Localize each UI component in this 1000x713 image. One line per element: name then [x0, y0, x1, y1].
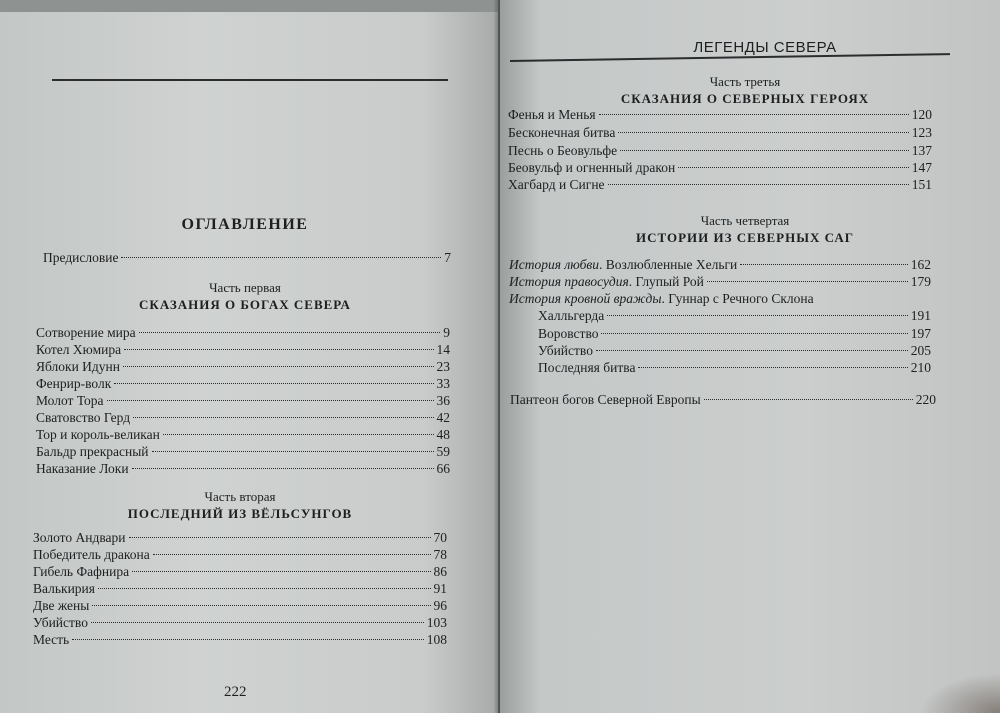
entry-subtitle: . Гуннар с Речного Склона	[661, 291, 814, 306]
dot-leader	[601, 333, 907, 334]
entry-label: Валькирия	[33, 581, 95, 596]
header-rule	[52, 79, 448, 81]
entry-category: История любви	[509, 257, 600, 272]
entry-label: Наказание Локи	[36, 461, 129, 476]
dot-leader	[152, 451, 434, 452]
entry-label: Тор и король-великан	[36, 427, 160, 442]
toc-entry	[508, 159, 932, 177]
entry-page: 78	[433, 547, 447, 562]
entry-page: 42	[436, 410, 450, 425]
entry-label: Сотворение мира	[36, 325, 136, 340]
entry-page: 205	[910, 343, 931, 358]
part-heading	[60, 280, 430, 314]
dot-leader	[132, 571, 430, 572]
toc-entry	[36, 341, 450, 359]
finger-shadow	[920, 673, 1000, 713]
entry-page: 33	[436, 376, 450, 391]
part-title: СКАЗАНИЯ О БОГАХ СЕВЕРА	[139, 297, 351, 312]
entry-page: 103	[426, 615, 447, 630]
toc-entry	[509, 273, 931, 291]
entry-page: 70	[433, 530, 447, 545]
toc-entry	[538, 307, 931, 325]
entry-page: 137	[911, 143, 932, 158]
toc-entry	[33, 614, 447, 632]
toc-title: ОГЛАВЛЕНИЕ	[181, 216, 309, 233]
dot-leader	[114, 383, 433, 384]
entry-page: 120	[911, 107, 932, 122]
entry-label	[509, 273, 704, 291]
entry-label: Последняя битва	[538, 360, 636, 375]
entry-label: Воровство	[538, 326, 599, 341]
toc-entry	[508, 142, 932, 160]
toc-entry-pantheon	[510, 391, 936, 409]
toc-entry	[36, 324, 450, 342]
toc-entry	[508, 124, 932, 142]
page-top-edge	[0, 0, 498, 12]
entry-page: 162	[910, 257, 931, 272]
entry-category: История правосудия	[509, 274, 629, 289]
entry-page: 23	[436, 359, 450, 374]
entry-label: Две жены	[33, 598, 90, 613]
entry-page: 7	[444, 250, 451, 265]
dot-leader	[618, 132, 908, 133]
toc-entry	[36, 443, 450, 461]
entry-label: Сватовство Герд	[36, 410, 131, 425]
entry-label: Бальдр прекрасный	[36, 444, 149, 459]
toc-entry	[36, 392, 450, 410]
right-page	[500, 0, 1000, 713]
toc-entry	[33, 631, 447, 649]
part-heading	[560, 74, 930, 108]
entry-page: 151	[911, 177, 932, 192]
dot-leader	[124, 349, 433, 350]
dot-leader	[123, 366, 434, 367]
toc-entry	[36, 426, 450, 444]
entry-page: 197	[910, 326, 931, 341]
entry-label	[509, 290, 814, 308]
toc-entry	[36, 460, 450, 478]
entry-page: 14	[436, 342, 450, 357]
page-number: 222	[224, 684, 247, 700]
entry-label: Предисловие	[43, 250, 119, 265]
entry-label: Золото Андвари	[33, 530, 126, 545]
entry-label: Халльгерда	[538, 308, 605, 323]
toc-entry	[538, 342, 931, 360]
entry-page: 191	[910, 308, 931, 323]
dot-leader	[704, 399, 913, 400]
entry-label: Гибель Фафнира	[33, 564, 130, 579]
dot-leader	[139, 332, 441, 333]
dot-leader	[72, 639, 424, 640]
toc-entry	[36, 409, 450, 427]
running-head: ЛЕГЕНДЫ СЕВЕРА	[693, 39, 837, 56]
entry-page: 91	[433, 581, 447, 596]
dot-leader	[620, 150, 909, 151]
entry-page: 66	[436, 461, 450, 476]
entry-page: 96	[433, 598, 447, 613]
dot-leader	[163, 434, 434, 435]
toc-entry	[509, 256, 931, 274]
entry-page: 147	[911, 160, 932, 175]
entry-label: Молот Тора	[36, 393, 104, 408]
entry-label: Убийство	[33, 615, 88, 630]
entry-label: Бесконечная битва	[508, 125, 616, 140]
dot-leader	[92, 605, 430, 606]
entry-label: Пантеон богов Северной Европы	[510, 392, 701, 407]
entry-page: 9	[443, 325, 450, 340]
left-page	[0, 0, 498, 713]
entry-page: 59	[436, 444, 450, 459]
entry-subtitle: . Глупый Рой	[628, 274, 704, 289]
dot-leader	[599, 114, 909, 115]
entry-label: Месть	[33, 632, 70, 647]
dot-leader	[678, 167, 908, 168]
dot-leader	[133, 417, 433, 418]
dot-leader	[132, 468, 434, 469]
dot-leader	[121, 257, 441, 258]
toc-entry	[538, 325, 931, 343]
toc-entry	[36, 358, 450, 376]
part-number: Часть вторая	[204, 489, 276, 504]
toc-entry	[36, 375, 450, 393]
toc-entry	[33, 529, 447, 547]
entry-label: Хагбард и Сигне	[508, 177, 605, 192]
dot-leader	[638, 367, 907, 368]
entry-page: 86	[433, 564, 447, 579]
toc-entry	[33, 580, 447, 598]
toc-entry-heading	[509, 290, 931, 308]
toc-entry	[33, 546, 447, 564]
part-number: Часть четвертая	[700, 213, 790, 228]
toc-entry-preface	[43, 249, 451, 267]
dot-leader	[91, 622, 424, 623]
entry-label: Победитель дракона	[33, 547, 150, 562]
entry-label: Котел Хюмира	[36, 342, 122, 357]
part-heading	[55, 489, 425, 523]
dot-leader	[740, 264, 908, 265]
dot-leader	[153, 554, 431, 555]
entry-subtitle: . Возлюбленные Хельги	[599, 257, 738, 272]
dot-leader	[608, 184, 909, 185]
entry-label: Беовульф и огненный дракон	[508, 160, 676, 175]
entry-label: Фенья и Менья	[508, 107, 596, 122]
entry-page: 108	[426, 632, 447, 647]
toc-entry	[508, 176, 932, 194]
entry-page: 123	[911, 125, 932, 140]
entry-label: Фенрир-волк	[36, 376, 112, 391]
entry-page: 179	[910, 274, 931, 289]
part-title: ПОСЛЕДНИЙ ИЗ ВЁЛЬСУНГОВ	[127, 506, 353, 521]
dot-leader	[707, 281, 908, 282]
entry-label	[509, 256, 737, 274]
entry-label: Яблоки Идунн	[36, 359, 120, 374]
dot-leader	[607, 315, 907, 316]
part-heading	[555, 213, 935, 247]
entry-page: 210	[910, 360, 931, 375]
dot-leader	[98, 588, 431, 589]
entry-page: 220	[915, 392, 936, 407]
dot-leader	[107, 400, 434, 401]
part-number: Часть третья	[709, 74, 781, 89]
entry-page: 36	[436, 393, 450, 408]
dot-leader	[129, 537, 431, 538]
toc-entry	[538, 359, 931, 377]
entry-category: История кровной вражды	[509, 291, 662, 306]
part-title: СКАЗАНИЯ О СЕВЕРНЫХ ГЕРОЯХ	[620, 91, 870, 106]
part-title: ИСТОРИИ ИЗ СЕВЕРНЫХ САГ	[635, 230, 854, 245]
entry-label: Убийство	[538, 343, 593, 358]
entry-page: 48	[436, 427, 450, 442]
dot-leader	[596, 350, 908, 351]
part-number: Часть первая	[209, 280, 281, 295]
entry-label: Песнь о Беовульфе	[508, 143, 618, 158]
toc-entry	[33, 597, 447, 615]
toc-entry	[508, 106, 932, 124]
toc-entry	[33, 563, 447, 581]
